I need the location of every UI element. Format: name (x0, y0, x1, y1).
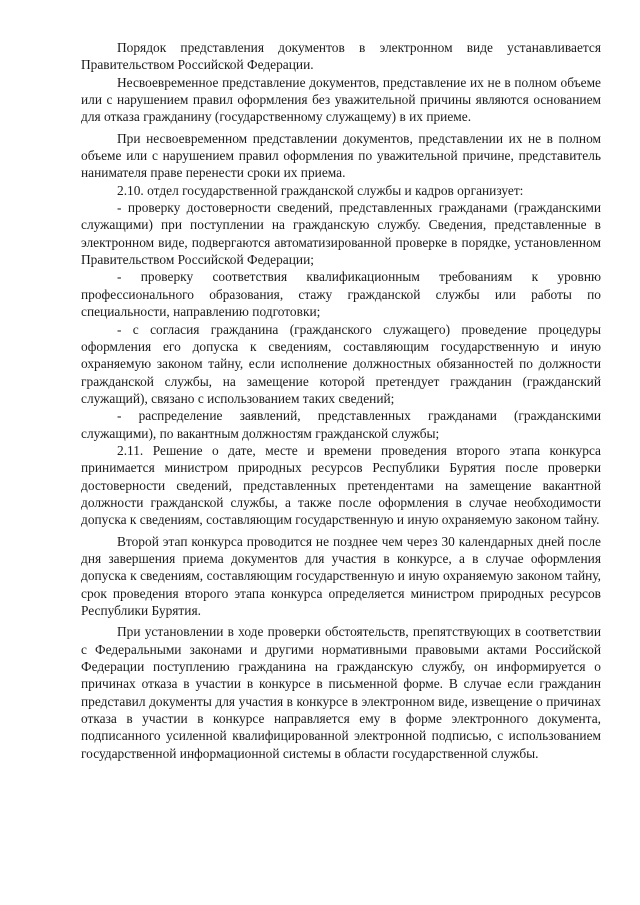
section-2-10-heading: 2.10. отдел государственной гражданской службы и кадров организует: (117, 182, 524, 198)
list-item-qualification-check: - проверку соответствия квалификационным требованиям к уровню профессионального образования, стажу гражданской службы или работы по специальности, направлению подготовки; (81, 269, 601, 320)
paragraph-valid-reason: При несвоевременном представлении документов, представлении их не в полном объеме или с нарушением правил оформления по уважительной причине, представитель нанимателя праве перенести сроки их приема. (81, 130, 601, 181)
paragraph-submission-order: Порядок представления документов в электронном виде устанавливается Правительством Российской Федерации. (81, 40, 601, 73)
list-item-distribution: - распределение заявлений, представленных гражданами (гражданскими служащими), по вакантным должностям гражданской службы; (81, 408, 601, 441)
paragraph-untimely-refusal: Несвоевременное представление документов, представление их не в полном объеме или с нарушением правил оформления без уважительной причины являются основанием для отказа гражданину (государственному служащему) в их приеме. (81, 74, 601, 125)
document-page (81, 39, 601, 762)
paragraph-refusal-notice: При установлении в ходе проверки обстоятельств, препятствующих в соответствии с Федеральными законами и другими нормативными правовыми актами Российской Федерации поступлению гражданина на гражданскую службу, он информируется о причинах отказа в участии в конкурсе в письменной форме. В случае если гражданин представил документы для участия в конкурсе в электронном виде, извещение о причинах отказа в участии в конкурсе направляется ему в форме электронного документа, подписанного усиленной квалифицированной электронной подписью, с использованием государственной информационной системы в области государственной службы. (81, 624, 601, 761)
list-item-clearance: - с согласия гражданина (гражданского служащего) проведение процедуры оформления его допуска к сведениям, составляющим государственную и иную охраняемую законом тайну, если исполнение должностных обязанностей по должности гражданской службы, на замещение которой претендует гражданин (гражданский служащий), связано с использованием таких сведений; (81, 321, 601, 406)
paragraph-second-stage: Второй этап конкурса проводится не позднее чем через 30 календарных дней после дня завершения приема документов для участия в конкурсе, а в случае оформления допуска к сведениям, составляющим государственную и иную охраняемую законом тайну, срок проведения второго этапа конкурса определяется министром природных ресурсов Республики Бурятия. (81, 533, 601, 618)
section-2-11: 2.11. Решение о дате, месте и времени проведения второго этапа конкурса принимается министром природных ресурсов Республики Бурятия после проверки достоверности сведений, представленных претендентами на замещение вакантной должности гражданской службы, а также после оформления в случае необходимости допуска к сведениям, составляющим государственную и иную охраняемую законом тайну. (81, 442, 601, 528)
list-item-verification: - проверку достоверности сведений, представленных гражданами (гражданскими служащими) при поступлении на гражданскую службу. Сведения, представленные в электронном виде, подвергаются автоматизированной проверке в порядке, установленном Правительством Российской Федерации; (81, 200, 601, 268)
